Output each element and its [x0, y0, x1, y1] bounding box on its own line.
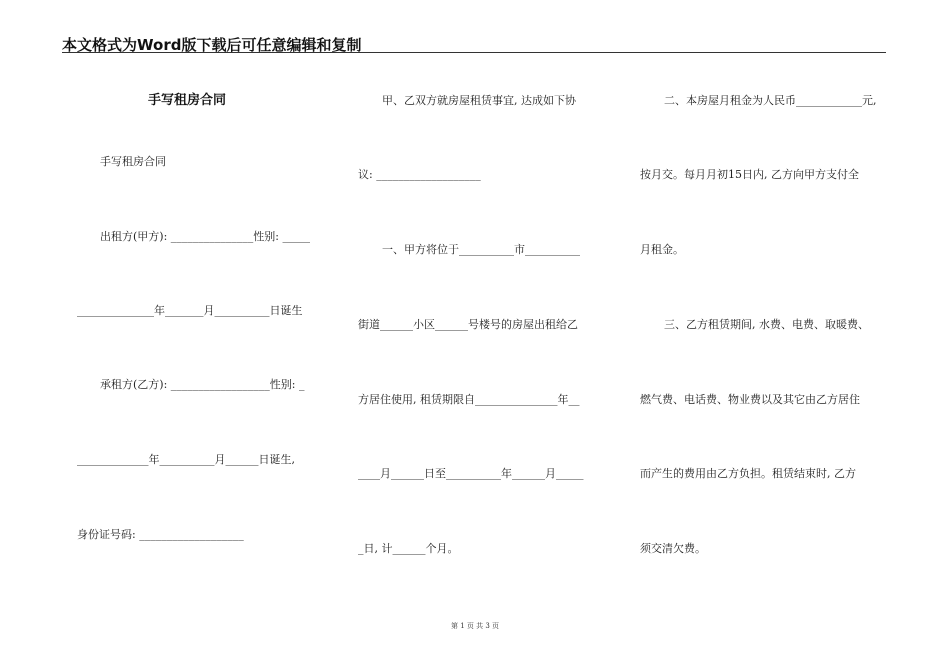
- text-line: 议: ___________________: [358, 168, 481, 181]
- document-title: 手写租房合同: [148, 93, 227, 108]
- text-line: 身份证号码: ___________________: [77, 528, 244, 541]
- text-line: 手写租房合同: [100, 155, 166, 168]
- text-line: 甲、乙双方就房屋租赁事宜, 达成如下协: [382, 94, 576, 107]
- text-line: 二、本房屋月租金为人民币____________元,: [664, 94, 877, 107]
- text-line: 一、甲方将位于__________市__________: [382, 243, 580, 256]
- text-line: 出租方(甲方): _______________性别: _____: [100, 230, 310, 243]
- text-line: _____________年__________月______日诞生,: [77, 453, 295, 466]
- text-line: 月租金。: [640, 243, 684, 256]
- text-line: 承租方(乙方): __________________性别: _: [100, 378, 305, 391]
- text-line: 按月交。每月月初15日内, 乙方向甲方支付全: [640, 168, 859, 181]
- text-line: 而产生的费用由乙方负担。租赁结束时, 乙方: [640, 467, 856, 480]
- text-line: 须交清欠费。: [640, 542, 706, 555]
- text-line: 燃气费、电话费、物业费以及其它由乙方居住: [640, 393, 860, 406]
- header-divider: [62, 52, 886, 53]
- text-line: _日, 计______个月。: [358, 542, 459, 555]
- page-number: 第 1 页 共 3 页: [450, 622, 500, 630]
- text-line: 方居住使用, 租赁期限自_______________年__: [358, 393, 580, 406]
- document-banner: 本文格式为Word版下载后可任意编辑和复制: [62, 36, 362, 54]
- text-line: ____月______日至__________年______月_____: [358, 467, 584, 480]
- text-line: 街道______小区______号楼号的房屋出租给乙: [358, 318, 578, 331]
- text-line: ______________年_______月__________日诞生: [77, 304, 303, 317]
- text-line: 三、乙方租赁期间, 水费、电费、取暖费、: [664, 318, 869, 331]
